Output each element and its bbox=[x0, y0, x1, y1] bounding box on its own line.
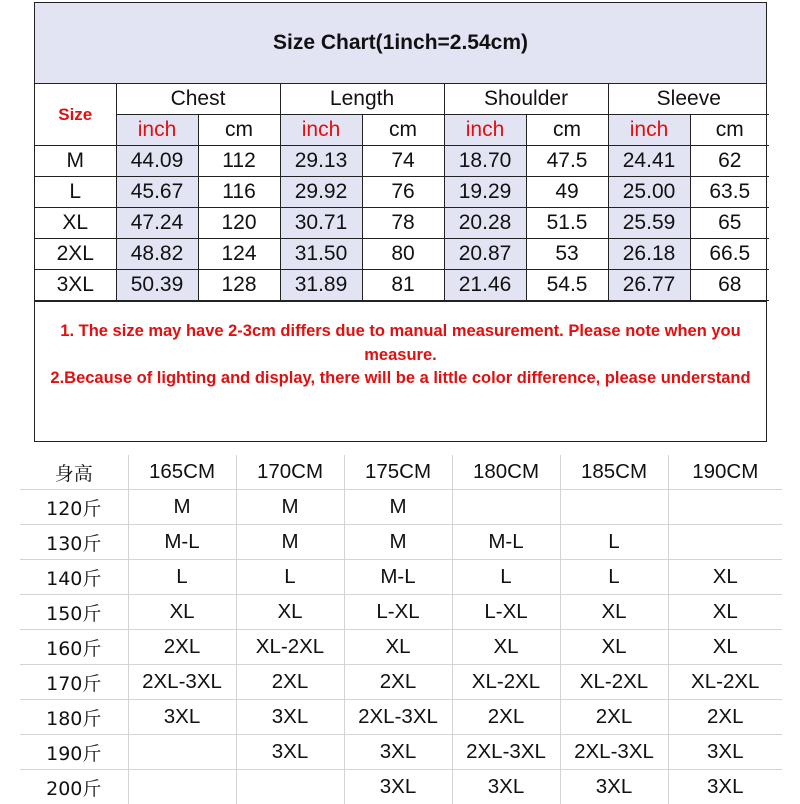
recommended-size: M bbox=[236, 525, 344, 560]
inch-value: 31.89 bbox=[280, 270, 362, 301]
recommended-size: XL-2XL bbox=[560, 665, 668, 700]
cm-value: 112 bbox=[198, 146, 280, 177]
recommended-size: 2XL-3XL bbox=[128, 665, 236, 700]
cm-value: 120 bbox=[198, 208, 280, 239]
inch-value: 20.87 bbox=[444, 239, 526, 270]
cm-value: 76 bbox=[362, 177, 444, 208]
weight-label: 150斤 bbox=[20, 595, 128, 630]
inch-value: 50.39 bbox=[116, 270, 198, 301]
recommended-size: M bbox=[128, 490, 236, 525]
height-weight-reference-table bbox=[20, 455, 782, 804]
size-chart bbox=[34, 2, 767, 442]
size-table bbox=[35, 84, 769, 301]
size-row bbox=[35, 208, 769, 239]
cm-value: 63.5 bbox=[690, 177, 769, 208]
recommended-size: XL bbox=[668, 560, 782, 595]
weight-label: 120斤 bbox=[20, 490, 128, 525]
weight-label: 200斤 bbox=[20, 770, 128, 804]
weight-row bbox=[20, 490, 782, 525]
inch-value: 20.28 bbox=[444, 208, 526, 239]
cm-value: 49 bbox=[526, 177, 608, 208]
inch-value: 21.46 bbox=[444, 270, 526, 301]
recommended-size: M-L bbox=[128, 525, 236, 560]
inch-value: 19.29 bbox=[444, 177, 526, 208]
recommended-size: XL bbox=[560, 595, 668, 630]
size-name: 3XL bbox=[35, 270, 116, 301]
inch-value: 29.13 bbox=[280, 146, 362, 177]
inch-value: 45.67 bbox=[116, 177, 198, 208]
unit-inch: inch bbox=[280, 115, 362, 146]
weight-label: 170斤 bbox=[20, 665, 128, 700]
unit-inch: inch bbox=[444, 115, 526, 146]
height-header: 190CM bbox=[668, 455, 782, 490]
height-header: 165CM bbox=[128, 455, 236, 490]
recommended-size: 2XL bbox=[236, 665, 344, 700]
recommended-size: 3XL bbox=[668, 770, 782, 804]
recommended-size: 3XL bbox=[560, 770, 668, 804]
weight-label: 190斤 bbox=[20, 735, 128, 770]
chart-title: Size Chart(1inch=2.54cm) bbox=[35, 3, 766, 84]
recommended-size: M bbox=[236, 490, 344, 525]
note-1: 1. The size may have 2-3cm differs due to manual measurement. Please note when you measure. bbox=[35, 320, 766, 367]
recommended-size: L-XL bbox=[452, 595, 560, 630]
group-header-sleeve: Sleeve bbox=[608, 84, 769, 115]
cm-value: 124 bbox=[198, 239, 280, 270]
recommended-size: 3XL bbox=[452, 770, 560, 804]
recommended-size: M bbox=[344, 490, 452, 525]
size-column-header: Size bbox=[35, 84, 116, 146]
cm-value: 78 bbox=[362, 208, 444, 239]
recommended-size bbox=[236, 770, 344, 804]
height-header: 180CM bbox=[452, 455, 560, 490]
inch-value: 48.82 bbox=[116, 239, 198, 270]
recommended-size: L bbox=[452, 560, 560, 595]
cm-value: 47.5 bbox=[526, 146, 608, 177]
weight-label: 180斤 bbox=[20, 700, 128, 735]
inch-value: 18.70 bbox=[444, 146, 526, 177]
size-name: XL bbox=[35, 208, 116, 239]
height-header-row bbox=[20, 455, 782, 490]
weight-row bbox=[20, 595, 782, 630]
height-header: 175CM bbox=[344, 455, 452, 490]
recommended-size: XL-2XL bbox=[668, 665, 782, 700]
cm-value: 51.5 bbox=[526, 208, 608, 239]
weight-row bbox=[20, 700, 782, 735]
weight-row bbox=[20, 665, 782, 700]
cm-value: 65 bbox=[690, 208, 769, 239]
recommended-size: 3XL bbox=[344, 770, 452, 804]
size-row bbox=[35, 270, 769, 301]
weight-row bbox=[20, 630, 782, 665]
height-header: 170CM bbox=[236, 455, 344, 490]
recommended-size: 2XL-3XL bbox=[344, 700, 452, 735]
cm-value: 53 bbox=[526, 239, 608, 270]
recommended-size: 2XL bbox=[668, 700, 782, 735]
weight-label: 160斤 bbox=[20, 630, 128, 665]
group-header-length: Length bbox=[280, 84, 444, 115]
size-name: 2XL bbox=[35, 239, 116, 270]
recommended-size: XL bbox=[344, 630, 452, 665]
recommended-size: XL-2XL bbox=[236, 630, 344, 665]
recommended-size: L-XL bbox=[344, 595, 452, 630]
inch-value: 25.59 bbox=[608, 208, 690, 239]
unit-cm: cm bbox=[526, 115, 608, 146]
recommended-size: XL-2XL bbox=[452, 665, 560, 700]
group-header-row bbox=[35, 84, 769, 115]
inch-value: 26.18 bbox=[608, 239, 690, 270]
recommended-size: L bbox=[128, 560, 236, 595]
weight-row bbox=[20, 770, 782, 804]
cm-value: 74 bbox=[362, 146, 444, 177]
cm-value: 80 bbox=[362, 239, 444, 270]
inch-value: 29.92 bbox=[280, 177, 362, 208]
height-header: 185CM bbox=[560, 455, 668, 490]
recommended-size: 3XL bbox=[236, 700, 344, 735]
inch-value: 24.41 bbox=[608, 146, 690, 177]
recommended-size: 2XL bbox=[560, 700, 668, 735]
size-row bbox=[35, 239, 769, 270]
note-2: 2.Because of lighting and display, there will be a little color difference, please understand bbox=[35, 367, 766, 391]
unit-cm: cm bbox=[362, 115, 444, 146]
group-header-shoulder: Shoulder bbox=[444, 84, 608, 115]
recommended-size: L bbox=[560, 560, 668, 595]
weight-label: 130斤 bbox=[20, 525, 128, 560]
inch-value: 47.24 bbox=[116, 208, 198, 239]
recommended-size: XL bbox=[668, 595, 782, 630]
recommended-size: 3XL bbox=[236, 735, 344, 770]
unit-header-row bbox=[35, 115, 769, 146]
recommended-size: L bbox=[236, 560, 344, 595]
cm-value: 128 bbox=[198, 270, 280, 301]
recommended-size: 3XL bbox=[128, 700, 236, 735]
recommended-size: XL bbox=[560, 630, 668, 665]
recommended-size: M bbox=[344, 525, 452, 560]
inch-value: 25.00 bbox=[608, 177, 690, 208]
inch-value: 31.50 bbox=[280, 239, 362, 270]
recommended-size: XL bbox=[236, 595, 344, 630]
recommended-size bbox=[560, 490, 668, 525]
size-row bbox=[35, 177, 769, 208]
recommended-size: M-L bbox=[452, 525, 560, 560]
recommended-size: 2XL bbox=[344, 665, 452, 700]
recommended-size bbox=[668, 525, 782, 560]
recommended-size: 2XL bbox=[452, 700, 560, 735]
height-label: 身高 bbox=[20, 455, 128, 490]
cm-value: 66.5 bbox=[690, 239, 769, 270]
cm-value: 116 bbox=[198, 177, 280, 208]
notes bbox=[35, 301, 766, 441]
unit-inch: inch bbox=[608, 115, 690, 146]
unit-inch: inch bbox=[116, 115, 198, 146]
recommended-size bbox=[452, 490, 560, 525]
group-header-chest: Chest bbox=[116, 84, 280, 115]
size-name: M bbox=[35, 146, 116, 177]
size-name: L bbox=[35, 177, 116, 208]
inch-value: 30.71 bbox=[280, 208, 362, 239]
recommended-size: 2XL-3XL bbox=[560, 735, 668, 770]
recommended-size: XL bbox=[668, 630, 782, 665]
recommended-size: 2XL-3XL bbox=[452, 735, 560, 770]
unit-cm: cm bbox=[198, 115, 280, 146]
recommended-size: L bbox=[560, 525, 668, 560]
recommended-size bbox=[668, 490, 782, 525]
inch-value: 44.09 bbox=[116, 146, 198, 177]
weight-row bbox=[20, 525, 782, 560]
weight-label: 140斤 bbox=[20, 560, 128, 595]
recommended-size bbox=[128, 735, 236, 770]
cm-value: 68 bbox=[690, 270, 769, 301]
recommended-size: 2XL bbox=[128, 630, 236, 665]
cm-value: 62 bbox=[690, 146, 769, 177]
recommended-size bbox=[128, 770, 236, 804]
size-row bbox=[35, 146, 769, 177]
cm-value: 54.5 bbox=[526, 270, 608, 301]
inch-value: 26.77 bbox=[608, 270, 690, 301]
recommended-size: M-L bbox=[344, 560, 452, 595]
recommended-size: 3XL bbox=[344, 735, 452, 770]
recommended-size: 3XL bbox=[668, 735, 782, 770]
cm-value: 81 bbox=[362, 270, 444, 301]
recommended-size: XL bbox=[452, 630, 560, 665]
unit-cm: cm bbox=[690, 115, 769, 146]
recommended-size: XL bbox=[128, 595, 236, 630]
weight-row bbox=[20, 735, 782, 770]
weight-row bbox=[20, 560, 782, 595]
